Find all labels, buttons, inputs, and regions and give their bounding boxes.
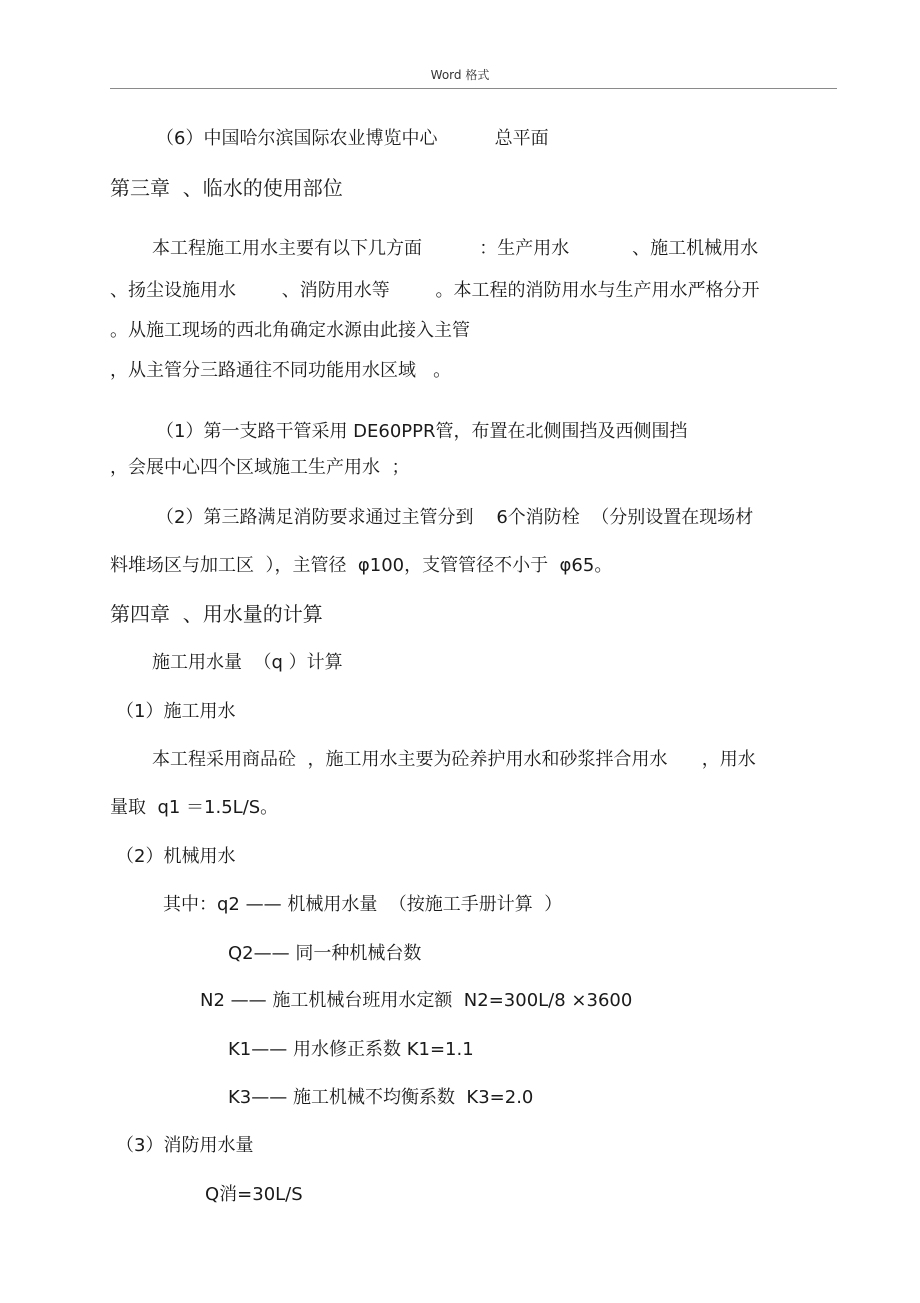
header-rule	[110, 88, 837, 89]
formula-N2: N2 —— 施工机械台班用水定额 N2=300L/8 ×3600	[200, 990, 633, 1011]
item-3-heading: （3）消防用水量	[116, 1135, 254, 1156]
formula-q2: 其中：q2 —— 机械用水量 （按施工手册计算 ）	[163, 894, 563, 915]
page-header: Word 格式	[430, 68, 490, 82]
paragraph-line-3: 。从施工现场的西北角确定水源由此接入主管	[110, 320, 470, 341]
branch-2-line-1: （2）第三路满足消防要求通过主管分到 6个消防栓 （分别设置在现场材	[156, 507, 754, 528]
formula-K3: K3—— 施工机械不均衡系数 K3=2.0	[228, 1087, 534, 1108]
formula-Q2: Q2—— 同一种机械台数	[228, 943, 422, 964]
paragraph-line-1: 本工程施工用水主要有以下几方面 ：生产用水 、施工机械用水	[152, 238, 759, 259]
item-2-heading: （2）机械用水	[116, 846, 236, 867]
site-plan-caption: （6）中国哈尔滨国际农业博览中心 总平面	[156, 128, 549, 149]
branch-2-line-2: 料堆场区与加工区 ），主管径 φ100，支管管径不小于 φ65。	[110, 555, 613, 576]
formula-fire: Q消=30L/S	[205, 1184, 303, 1205]
branch-1-line-2: ，会展中心四个区域施工生产用水 ；	[110, 457, 410, 478]
item-1-heading: （1）施工用水	[116, 701, 236, 722]
formula-K1: K1—— 用水修正系数 K1=1.1	[228, 1039, 474, 1060]
chapter-3-heading: 第三章 、临水的使用部位	[110, 176, 343, 200]
paragraph-line-4: ，从主管分三路通往不同功能用水区域 。	[110, 360, 452, 381]
paragraph-line-2: 、扬尘设施用水 、消防用水等 。本工程的消防用水与生产用水严格分开	[110, 280, 760, 301]
section-heading: 施工用水量 （q ）计算	[152, 652, 343, 673]
chapter-4-heading: 第四章 、用水量的计算	[110, 602, 323, 626]
item-1-body-line-2: 量取 q1 ＝1.5L/S。	[110, 797, 279, 818]
branch-1-line-1: （1）第一支路干管采用 DE60PPR管，布置在北侧围挡及西侧围挡	[156, 421, 688, 442]
item-1-body-line-1: 本工程采用商品砼 ，施工用水主要为砼养护用水和砂浆拌合用水 ，用水	[152, 749, 756, 770]
